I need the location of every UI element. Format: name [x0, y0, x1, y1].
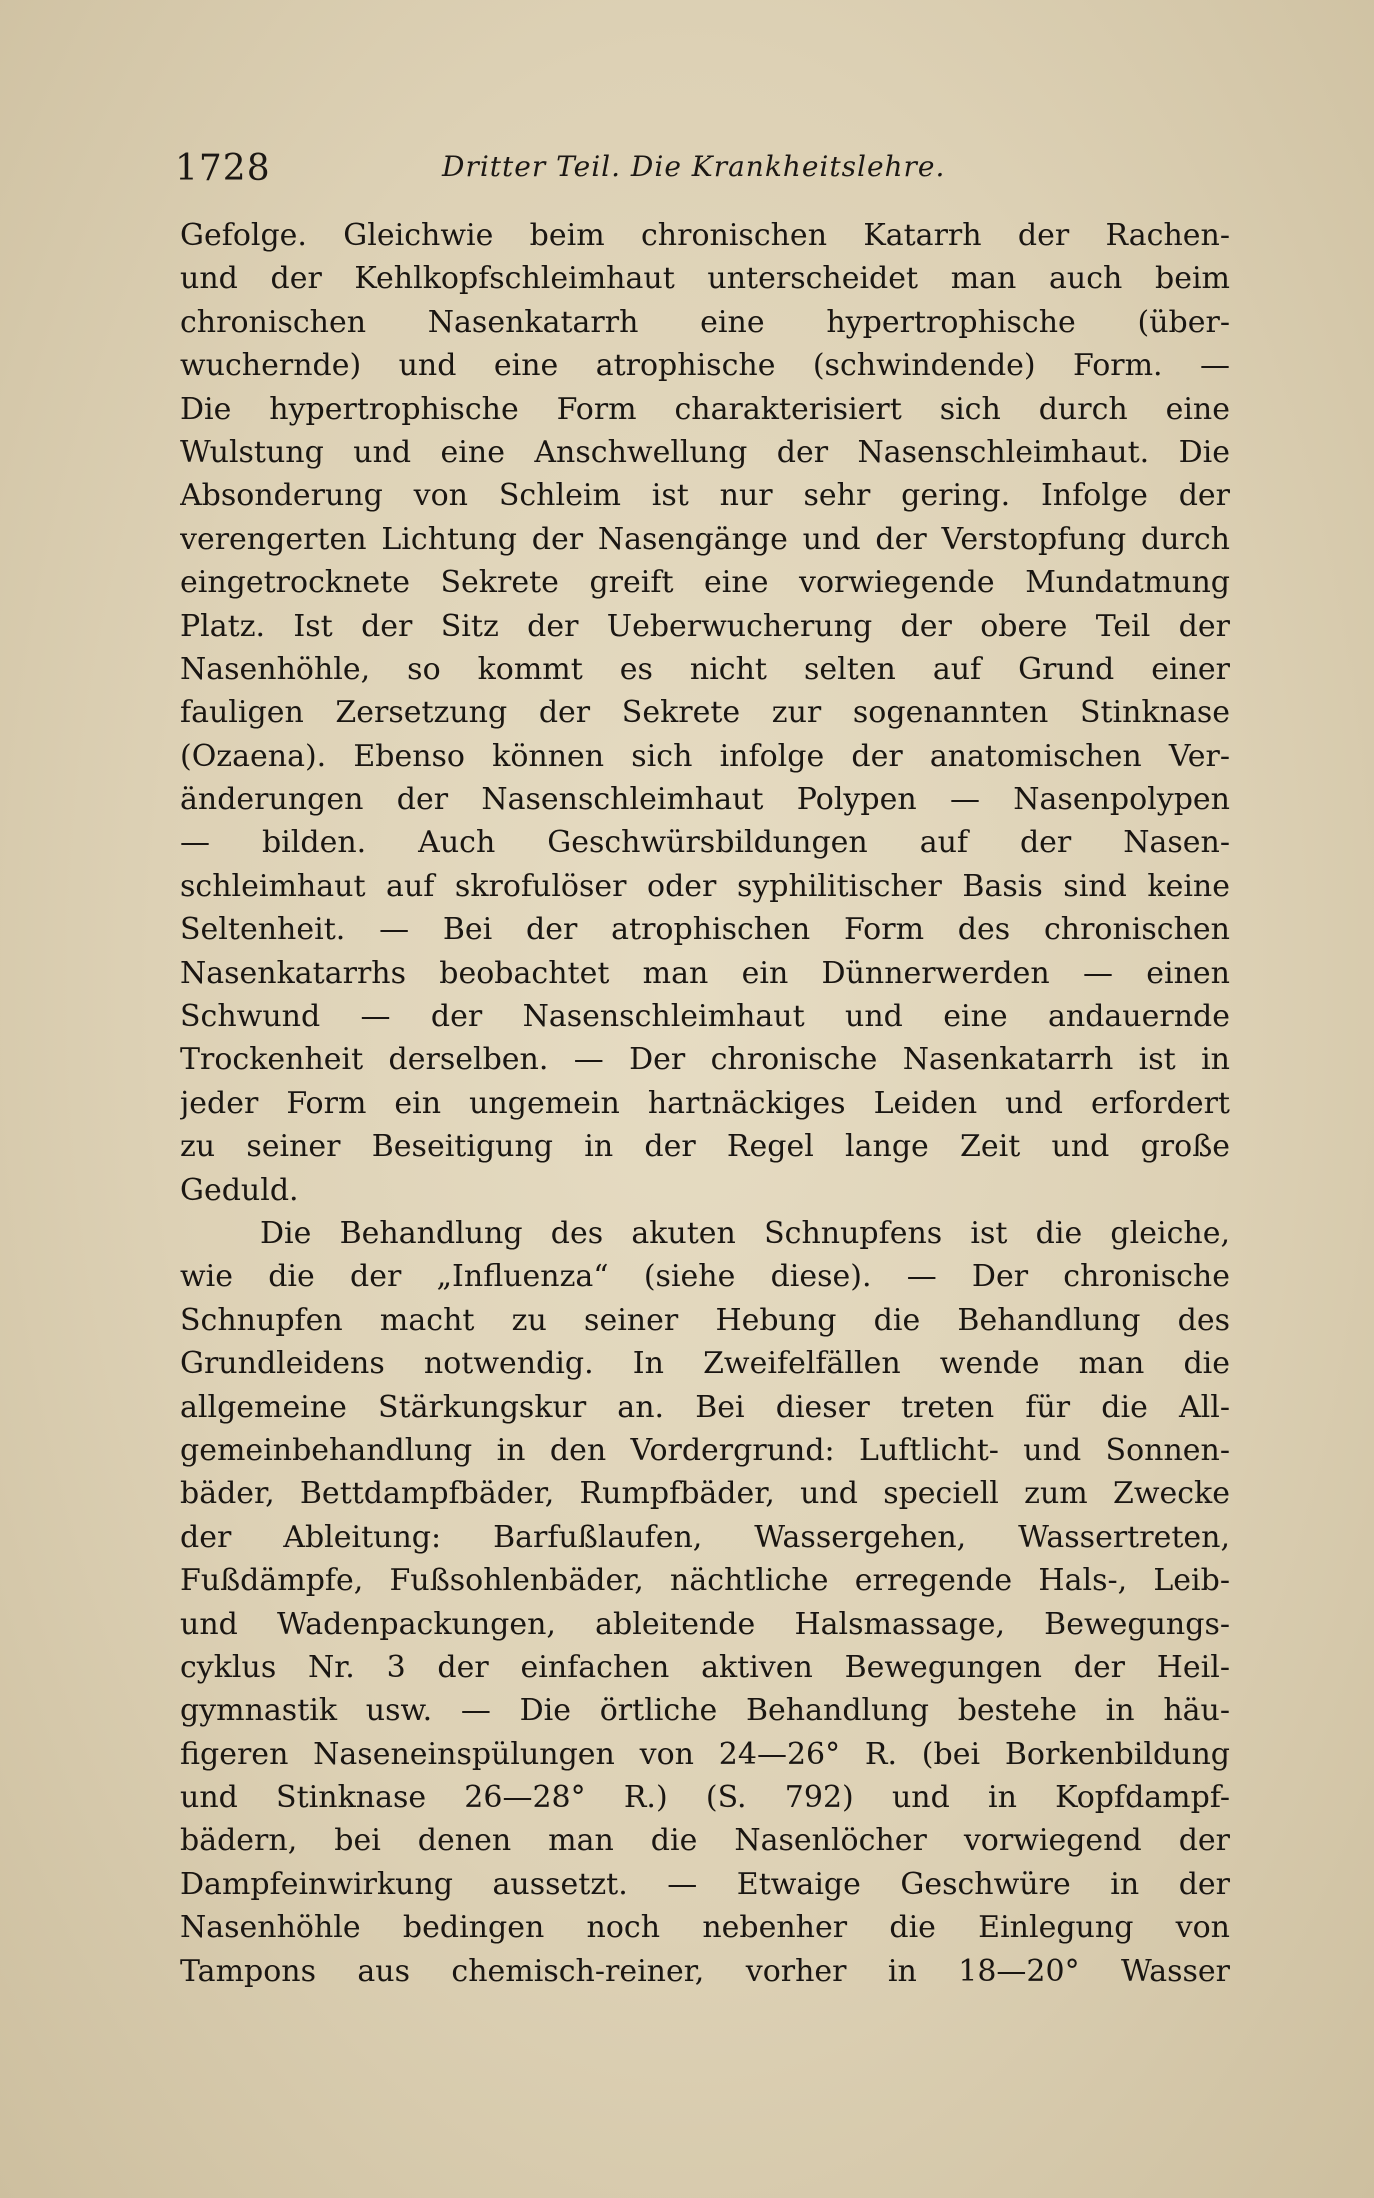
text-line: allgemeine Stärkungskur an. Bei dieser treten für die All- — [180, 1389, 1230, 1425]
text-line: Nasenkatarrhs beobachtet man ein Dünnerwerden — einen — [180, 955, 1230, 991]
body-text — [180, 214, 1230, 1993]
text-line: Nasenhöhle bedingen noch nebenher die Einlegung von — [180, 1910, 1230, 1946]
text-line: eingetrocknete Sekrete greift eine vorwiegende Mundatmung — [180, 565, 1230, 601]
text-line: Platz. Ist der Sitz der Ueberwucherung der obere Teil der — [180, 608, 1230, 644]
text-line: Fußdämpfe, Fußsohlenbäder, nächtliche erregende Hals-, Leib- — [180, 1563, 1230, 1599]
text-line: chronischen Nasenkatarrh eine hypertrophische (über- — [180, 304, 1230, 340]
text-line: Die hypertrophische Form charakterisiert sich durch eine — [180, 391, 1230, 427]
text-line: der Ableitung: Barfußlaufen, Wassergehen, Wassertreten, — [180, 1519, 1230, 1555]
text-line: und der Kehlkopfschleimhaut unterscheidet man auch beim — [180, 261, 1230, 297]
text-line: Tampons aus chemisch-reiner, vorher in 18—20° Wasser — [180, 1953, 1230, 1989]
text-line: bädern, bei denen man die Nasenlöcher vorwiegend der — [180, 1823, 1230, 1859]
text-line: Gefolge. Gleichwie beim chronischen Katarrh der Rachen- — [180, 218, 1230, 253]
text-line: zu seiner Beseitigung in der Regel lange Zeit und große — [180, 1129, 1230, 1165]
text-line: wie die der „Influenza“ (siehe diese). — Der chronische — [180, 1259, 1230, 1295]
text-line: Trockenheit derselben. — Der chronische Nasenkatarrh ist in — [180, 1042, 1230, 1078]
text-line: bäder, Bettdampfbäder, Rumpfbäder, und speciell zum Zwecke — [180, 1476, 1230, 1512]
text-line: änderungen der Nasenschleimhaut Polypen — Nasenpolypen — [180, 782, 1230, 818]
text-line: gymnastik usw. — Die örtliche Behandlung bestehe in häu- — [180, 1693, 1230, 1729]
text-line: Geduld. — [180, 1172, 299, 1208]
text-line: Schwund — der Nasenschleimhaut und eine andauernde — [180, 999, 1230, 1035]
page-number: 1728 — [175, 148, 271, 189]
text-line: figeren Naseneinspülungen von 24—26° R. (bei Borkenbildung — [180, 1736, 1230, 1772]
text-line: Grundleidens notwendig. In Zweifelfällen wende man die — [180, 1346, 1230, 1382]
text-line: jeder Form ein ungemein hartnäckiges Leiden und erfordert — [180, 1085, 1230, 1121]
text-line: Wulstung und eine Anschwellung der Nasenschleimhaut. Die — [180, 434, 1230, 470]
text-line: fauligen Zersetzung der Sekrete zur sogenannten Stinknase — [180, 695, 1230, 731]
text-line: — bilden. Auch Geschwürsbildungen auf der Nasen- — [180, 825, 1230, 861]
paragraph-symptoms — [180, 214, 1230, 1212]
text-line: verengerten Lichtung der Nasengänge und der Verstopfung durch — [180, 521, 1230, 557]
page-header — [175, 148, 1235, 198]
text-line: schleimhaut auf skrofulöser oder syphilitischer Basis sind keine — [180, 868, 1230, 904]
text-line: gemeinbehandlung in den Vordergrund: Luftlicht- und Sonnen- — [180, 1432, 1230, 1468]
text-line: Nasenhöhle, so kommt es nicht selten auf Grund einer — [180, 651, 1230, 687]
text-line: cyklus Nr. 3 der einfachen aktiven Bewegungen der Heil- — [180, 1649, 1230, 1685]
paragraph-treatment — [180, 1212, 1230, 1993]
text-line: Schnupfen macht zu seiner Hebung die Behandlung des — [180, 1302, 1230, 1338]
text-line: (Ozaena). Ebenso können sich infolge der anatomischen Ver- — [180, 738, 1230, 774]
running-head: Dritter Teil. Die Krankheitslehre. — [442, 150, 946, 183]
text-line: und Wadenpackungen, ableitende Halsmassage, Bewegungs- — [180, 1606, 1230, 1642]
text-line: Dampfeinwirkung aussetzt. — Etwaige Geschwüre in der — [180, 1866, 1230, 1902]
text-line: und Stinknase 26—28° R.) (S. 792) und in Kopfdampf- — [180, 1780, 1230, 1816]
text-line: Die Behandlung des akuten Schnupfens ist die gleiche, — [260, 1215, 1230, 1251]
text-line: Seltenheit. — Bei der atrophischen Form des chronischen — [180, 912, 1230, 948]
text-line: wuchernde) und eine atrophische (schwindende) Form. — — [180, 348, 1230, 384]
text-line: Absonderung von Schleim ist nur sehr gering. Infolge der — [180, 478, 1230, 514]
